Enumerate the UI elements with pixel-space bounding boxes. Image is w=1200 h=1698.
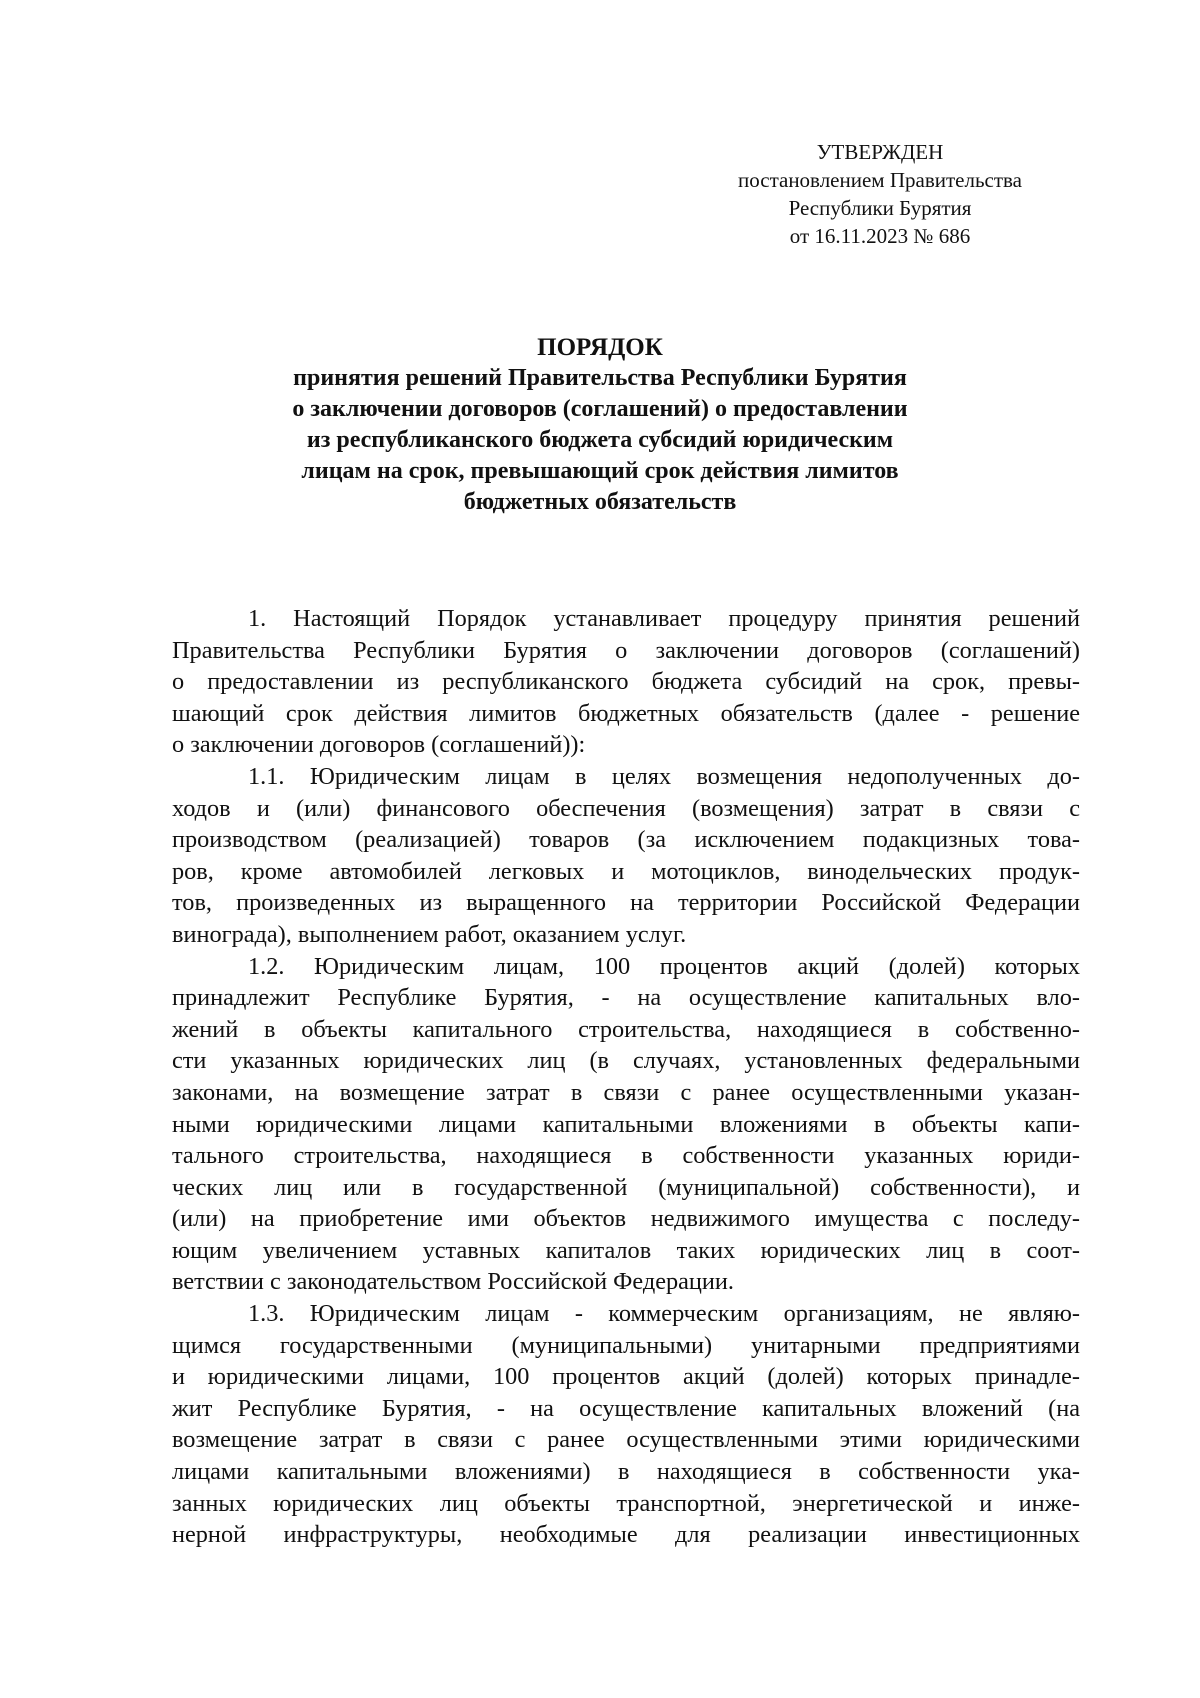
text-line: лицами капитальными вложениями) в находящиеся в собственности ука- [172,1458,1080,1486]
text-line: винограда), выполнением работ, оказанием услуг. [172,920,687,948]
text-line: ющим увеличением уставных капиталов таких юридических лиц в соот- [172,1236,1080,1264]
text-line: Правительства Республики Бурятия о заключении договоров (соглашений) [172,636,1080,664]
text-line: шающий срок действия лимитов бюджетных обязательств (далее - решение [172,699,1080,727]
text-line: о предоставлении из республиканского бюджета субсидий на срок, превы- [172,668,1080,696]
text-line: тального строительства, находящиеся в собственности указанных юриди- [172,1142,1080,1170]
text-line: 1. Настоящий Порядок устанавливает процедуру принятия решений [248,605,1080,632]
text-line: жений в объекты капитального строительства, находящиеся в собственно- [172,1015,1080,1043]
paragraph-1 [172,603,1080,761]
text-line: жит Республике Бурятия, - на осуществление капитальных вложений (на [172,1394,1080,1422]
paragraph-1-1 [172,761,1080,951]
approval-line: от 16.11.2023 № 686 [789,224,971,248]
text-line: принадлежит Республике Бурятия, - на осуществление капитальных вло- [172,984,1080,1012]
text-line: ческих лиц или в государственной (муниципальной) собственности), и [172,1173,1080,1201]
document-body [172,603,1080,1551]
text-line: ров, кроме автомобилей легковых и мотоциклов, винодельческих продук- [172,857,1080,885]
text-line: о заключении договоров (соглашений)): [172,731,586,759]
text-line: ными юридическими лицами капитальными вложениями в объекты капи- [172,1110,1080,1138]
text-line: 1.3. Юридическим лицам - коммерческим организациям, не являю- [248,1300,1080,1328]
text-line: занных юридических лиц объекты транспортной, энергетической и инже- [172,1489,1080,1517]
text-line: ходов и (или) финансового обеспечения (возмещения) затрат в связи с [172,794,1080,822]
text-line: ветствии с законодательством Российской Федерации. [172,1268,734,1296]
title-main: ПОРЯДОК [537,334,663,361]
text-line: щимся государственными (муниципальными) унитарными предприятиями [172,1331,1080,1359]
text-line: нерной инфраструктуры, необходимые для реализации инвестиционных [172,1521,1080,1549]
text-line: возмещение затрат в связи с ранее осуществленными этими юридическими [172,1426,1080,1454]
text-line: и юридическими лицами, 100 процентов акций (долей) которых принадле- [172,1363,1080,1391]
text-line: сти указанных юридических лиц (в случаях, установленных федеральными [172,1047,1080,1075]
text-line: законами, на возмещение затрат в связи с ранее осуществленными указан- [172,1078,1080,1106]
text-line: производством (реализацией) товаров (за исключением подакцизных това- [172,826,1080,854]
title-subtitle-line: из республиканского бюджета субсидий юридическим [306,427,894,453]
approval-line: УТВЕРЖДЕН [816,140,944,164]
approval-line: постановлением Правительства [737,168,1022,192]
text-line: 1.1. Юридическим лицам в целях возмещения недополученных до- [248,762,1080,790]
title-subtitle-line: лицам на срок, превышающий срок действия лимитов [301,458,899,484]
text-line: (или) на приобретение ими объектов недвижимого имущества с последу- [172,1205,1080,1233]
text-line: 1.2. Юридическим лицам, 100 процентов акций (долей) которых [248,952,1080,980]
title-subtitle-line: принятия решений Правительства Республики Бурятия [293,365,907,391]
paragraph-1-3 [172,1298,1080,1551]
text-line: тов, произведенных из выращенного на территории Российской Федерации [172,889,1080,917]
approval-line: Республики Бурятия [788,196,972,220]
title-subtitle-line: бюджетных обязательств [463,489,737,515]
paragraph-1-2 [172,951,1080,1299]
approval-stamp [700,138,1060,250]
title-subtitle-line: о заключении договоров (соглашений) о предоставлении [292,396,908,422]
document-title [170,332,1030,518]
